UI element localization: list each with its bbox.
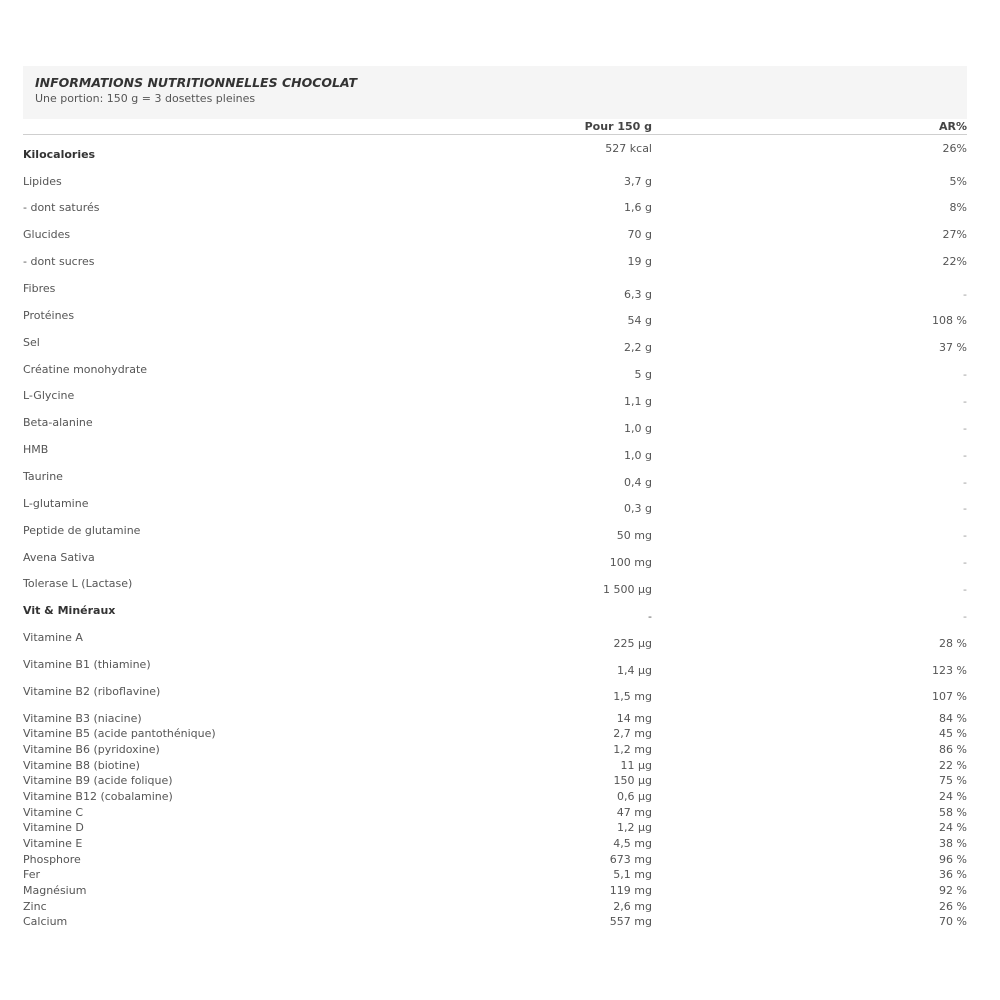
amount-per-portion: 1,6 g (624, 201, 652, 214)
ar-percent: 70 % (939, 915, 967, 928)
nutrient-name: Tolerase L (Lactase) (23, 577, 133, 590)
ar-percent: - (963, 288, 967, 301)
nutrient-name: L-glutamine (23, 497, 89, 510)
nutrient-name: - dont sucres (23, 255, 95, 268)
column-header-ar: AR% (938, 120, 967, 133)
nutrient-name: Magnésium (23, 884, 87, 897)
ar-percent: 38 % (939, 837, 967, 850)
nutrient-name: Vitamine B6 (pyridoxine) (23, 743, 160, 756)
ar-percent: 22% (942, 255, 967, 268)
amount-per-portion: 19 g (627, 255, 652, 268)
ar-percent: 24 % (939, 821, 967, 834)
nutrient-name: Phosphore (23, 853, 81, 866)
nutrient-name: Kilocalories (23, 148, 96, 161)
ar-percent: 108 % (932, 314, 967, 327)
amount-per-portion: 5 g (634, 368, 652, 381)
header-divider (23, 134, 967, 135)
amount-per-portion: 1,2 mg (613, 743, 652, 756)
ar-percent: - (963, 368, 967, 381)
ar-percent: 84 % (939, 712, 967, 725)
amount-per-portion: 6,3 g (624, 288, 652, 301)
nutrient-name: Fibres (23, 282, 56, 295)
ar-percent: 22 % (939, 759, 967, 772)
nutrient-name: Vitamine C (23, 806, 84, 819)
amount-per-portion: 527 kcal (605, 142, 652, 155)
amount-per-portion: 3,7 g (624, 175, 652, 188)
nutrient-name: Lipides (23, 175, 62, 188)
amount-per-portion: 100 mg (609, 556, 652, 569)
ar-percent: 123 % (932, 664, 967, 677)
ar-percent: 26% (942, 142, 967, 155)
ar-percent: - (963, 476, 967, 489)
ar-percent: 75 % (939, 774, 967, 787)
ar-percent: 96 % (939, 853, 967, 866)
amount-per-portion: 1,5 mg (613, 690, 652, 703)
nutrient-name: L-Glycine (23, 389, 75, 402)
nutrient-name: Vitamine B1 (thiamine) (23, 658, 151, 671)
ar-percent: - (963, 502, 967, 515)
nutrient-name: Vitamine B8 (biotine) (23, 759, 140, 772)
nutrient-name: Vitamine A (23, 631, 83, 644)
nutrient-name: Vitamine B2 (riboflavine) (23, 685, 161, 698)
nutrient-name: Vitamine B9 (acide folique) (23, 774, 173, 787)
amount-per-portion: 11 µg (620, 759, 652, 772)
amount-per-portion: 0,6 µg (617, 790, 652, 803)
amount-per-portion: 5,1 mg (613, 868, 652, 881)
amount-per-portion: 1,4 µg (617, 664, 652, 677)
ar-percent: 24 % (939, 790, 967, 803)
ar-percent: 58 % (939, 806, 967, 819)
ar-percent: 28 % (939, 637, 967, 650)
ar-percent: 92 % (939, 884, 967, 897)
amount-per-portion: 0,4 g (624, 476, 652, 489)
amount-per-portion: 1,0 g (624, 449, 652, 462)
amount-per-portion: 50 mg (616, 529, 652, 542)
nutrient-name: Avena Sativa (23, 551, 95, 564)
ar-percent: 5% (949, 175, 967, 188)
table-title: INFORMATIONS NUTRITIONNELLES CHOCOLAT (35, 75, 357, 90)
amount-per-portion: 1,2 µg (617, 821, 652, 834)
amount-per-portion: 2,6 mg (613, 900, 652, 913)
amount-per-portion: 2,2 g (624, 341, 652, 354)
amount-per-portion: 557 mg (609, 915, 652, 928)
ar-percent: 8% (949, 201, 967, 214)
nutrient-name: Vitamine E (23, 837, 83, 850)
ar-percent: - (963, 395, 967, 408)
nutrient-name: Vit & Minéraux (23, 604, 116, 617)
table-header-panel (23, 66, 967, 119)
ar-percent: 27% (942, 228, 967, 241)
ar-percent: - (963, 529, 967, 542)
ar-percent: 36 % (939, 868, 967, 881)
nutrient-name: Vitamine D (23, 821, 84, 834)
nutrient-name: HMB (23, 443, 49, 456)
ar-percent: - (963, 422, 967, 435)
nutrient-name: Vitamine B3 (niacine) (23, 712, 142, 725)
nutrient-name: Fer (23, 868, 41, 881)
nutrient-name: Protéines (23, 309, 75, 322)
ar-percent: - (963, 610, 967, 623)
amount-per-portion: 1,0 g (624, 422, 652, 435)
ar-percent: - (963, 449, 967, 462)
amount-per-portion: 70 g (627, 228, 652, 241)
nutrient-name: Glucides (23, 228, 71, 241)
ar-percent: 45 % (939, 727, 967, 740)
nutrient-name: Vitamine B5 (acide pantothénique) (23, 727, 216, 740)
nutrient-name: Taurine (23, 470, 63, 483)
portion-subtitle: Une portion: 150 g = 3 dosettes pleines (35, 92, 256, 105)
amount-per-portion: 0,3 g (624, 502, 652, 515)
nutrient-name: Peptide de glutamine (23, 524, 141, 537)
amount-per-portion: 225 µg (613, 637, 652, 650)
nutrient-name: Créatine monohydrate (23, 363, 148, 376)
column-header-per-portion: Pour 150 g (584, 120, 652, 133)
amount-per-portion: 1,1 g (624, 395, 652, 408)
amount-per-portion: 47 mg (616, 806, 652, 819)
nutrient-name: Sel (23, 336, 40, 349)
amount-per-portion: 54 g (627, 314, 652, 327)
amount-per-portion: 14 mg (616, 712, 652, 725)
ar-percent: - (963, 583, 967, 596)
amount-per-portion: - (648, 610, 652, 623)
amount-per-portion: 2,7 mg (613, 727, 652, 740)
ar-percent: - (963, 556, 967, 569)
amount-per-portion: 119 mg (609, 884, 652, 897)
nutrient-name: - dont saturés (23, 201, 100, 214)
amount-per-portion: 1 500 µg (603, 583, 652, 596)
nutrient-name: Vitamine B12 (cobalamine) (23, 790, 173, 803)
ar-percent: 37 % (939, 341, 967, 354)
nutrient-name: Zinc (23, 900, 47, 913)
ar-percent: 26 % (939, 900, 967, 913)
amount-per-portion: 150 µg (613, 774, 652, 787)
ar-percent: 107 % (932, 690, 967, 703)
nutrient-name: Calcium (23, 915, 68, 928)
amount-per-portion: 673 mg (609, 853, 652, 866)
nutrient-name: Beta-alanine (23, 416, 93, 429)
ar-percent: 86 % (939, 743, 967, 756)
amount-per-portion: 4,5 mg (613, 837, 652, 850)
